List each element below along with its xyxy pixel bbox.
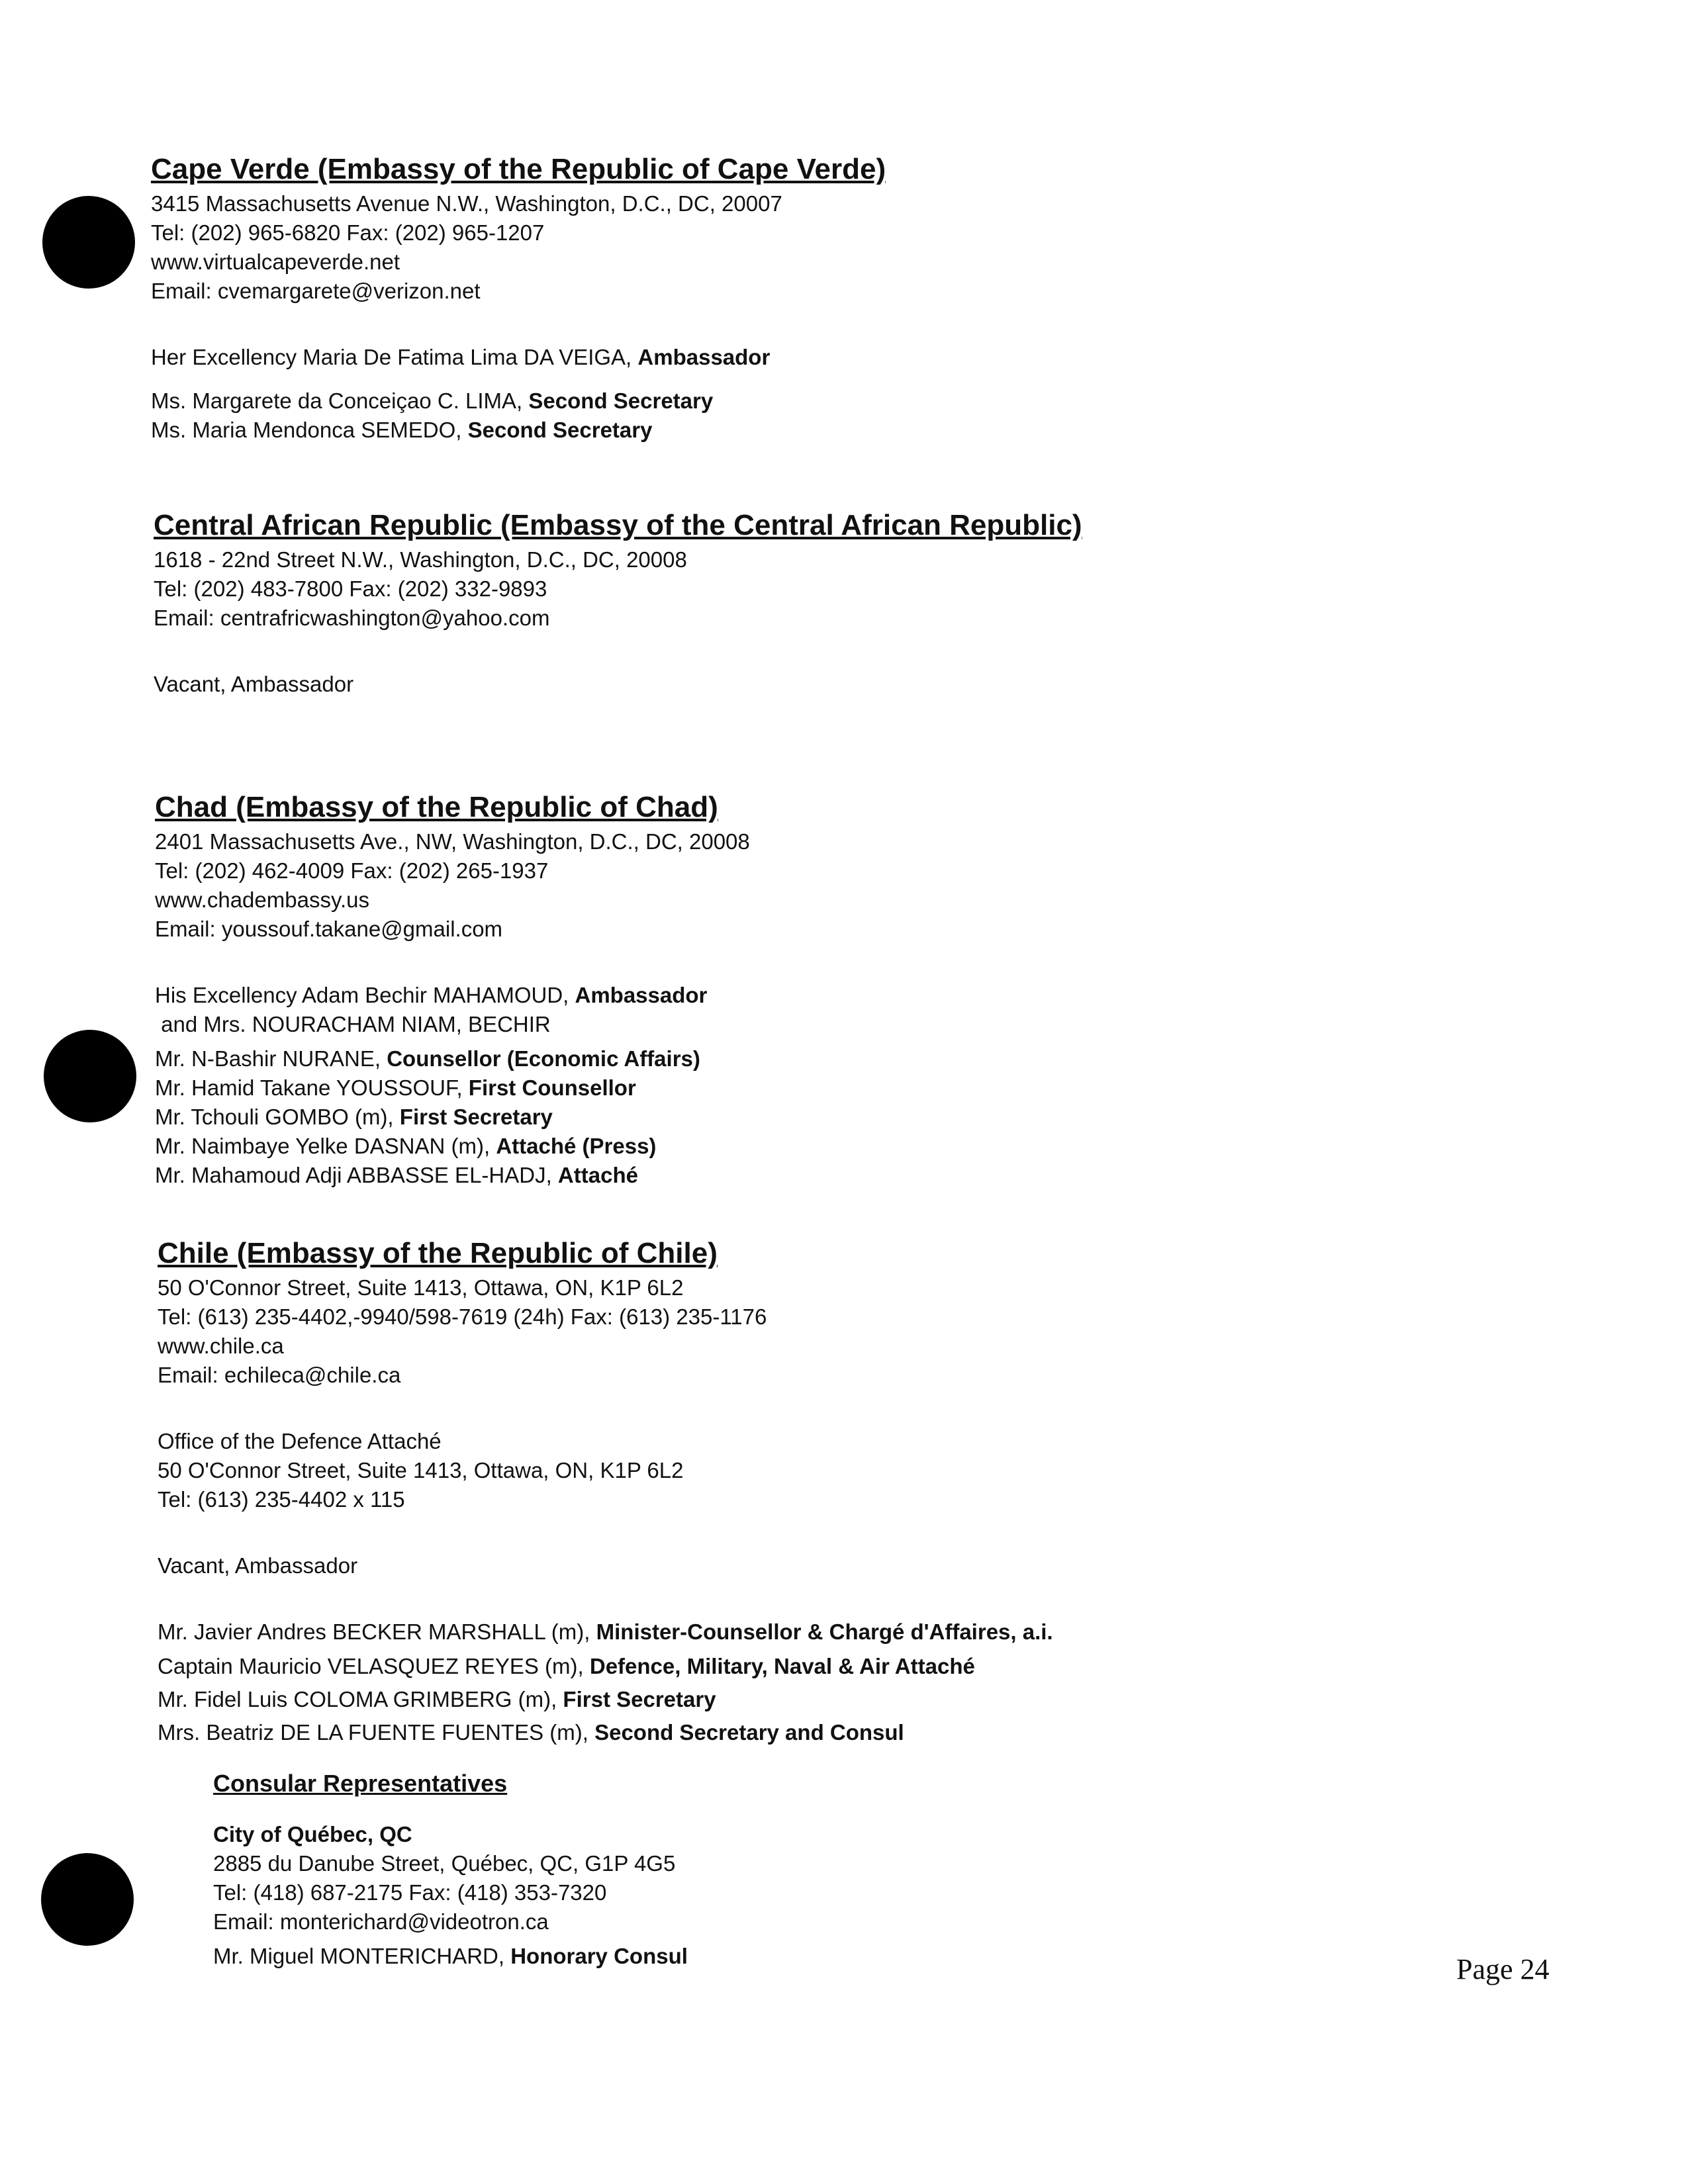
defence-office-phone: Tel: (613) 235-4402 x 115	[158, 1487, 405, 1512]
entry-phone: Tel: (613) 235-4402,-9940/598-7619 (24h) Fax: (613) 235-1176	[158, 1304, 767, 1329]
entry-cape-verde	[151, 150, 1409, 445]
person-row: Mr. Naimbaye Yelke DASNAN (m), Attaché (Press)	[155, 1134, 657, 1158]
entry-heading: Central African Republic (Embassy of the Central African Republic)	[154, 509, 1082, 541]
person-row: Mr. N-Bashir NURANE, Counsellor (Economic Affairs)	[155, 1046, 700, 1071]
entry-email: Email: cvemargarete@verizon.net	[151, 279, 481, 303]
entry-website: www.chadembassy.us	[155, 887, 370, 912]
person-row: Mr. Tchouli GOMBO (m), First Secretary	[155, 1105, 553, 1129]
entry-chad	[155, 788, 1413, 1190]
person-row: Mr. Mahamoud Adji ABBASSE EL-HADJ, Attaché	[155, 1163, 638, 1187]
punch-hole-middle	[44, 1030, 136, 1122]
defence-office-title: Office of the Defence Attaché	[158, 1429, 442, 1453]
entry-heading: Cape Verde (Embassy of the Republic of Cape Verde)	[151, 153, 886, 185]
person-row: and Mrs. NOURACHAM NIAM, BECHIR	[155, 1012, 551, 1036]
person-row: Mr. Javier Andres BECKER MARSHALL (m), Minister-Counsellor & Chargé d'Affaires, a.i.	[158, 1619, 1053, 1644]
entry-email: Email: centrafricwashington@yahoo.com	[154, 606, 550, 630]
entry-website: www.chile.ca	[158, 1334, 284, 1358]
person-row: His Excellency Adam Bechir MAHAMOUD, Ambassador	[155, 983, 708, 1007]
punch-hole-top	[42, 196, 135, 289]
entry-phone: Tel: (202) 965-6820 Fax: (202) 965-1207	[151, 220, 545, 245]
entry-website: www.virtualcapeverde.net	[151, 250, 400, 274]
entry-central-african-republic	[154, 506, 1411, 699]
person-row: Mr. Miguel MONTERICHARD, Honorary Consul	[213, 1944, 688, 1968]
person-row: Mr. Hamid Takane YOUSSOUF, First Counsellor	[155, 1075, 636, 1100]
punch-hole-bottom	[41, 1853, 134, 1946]
entry-address: 1618 - 22nd Street N.W., Washington, D.C., DC, 20008	[154, 547, 687, 572]
person-row: Ms. Margarete da Conceiçao C. LIMA, Second Secretary	[151, 388, 714, 413]
consular-section	[213, 1767, 1471, 1971]
person-row: Mrs. Beatriz DE LA FUENTE FUENTES (m), Second Secretary and Consul	[158, 1720, 904, 1745]
person-row: Mr. Fidel Luis COLOMA GRIMBERG (m), First Secretary	[158, 1687, 716, 1711]
consular-phone: Tel: (418) 687-2175 Fax: (418) 353-7320	[213, 1880, 607, 1905]
person-row: Captain Mauricio VELASQUEZ REYES (m), Defence, Military, Naval & Air Attaché	[158, 1654, 975, 1678]
person-row: Vacant, Ambassador	[154, 672, 354, 696]
consular-email: Email: monterichard@videotron.ca	[213, 1909, 549, 1934]
person-row: Her Excellency Maria De Fatima Lima DA VEIGA, Ambassador	[151, 345, 771, 369]
person-row: Ms. Maria Mendonca SEMEDO, Second Secretary	[151, 418, 653, 442]
entry-address: 2401 Massachusetts Ave., NW, Washington, D.C., DC, 20008	[155, 829, 750, 854]
consular-heading: Consular Representatives	[213, 1770, 508, 1797]
page-number: Page 24	[1456, 1953, 1550, 1985]
entry-address: 50 O'Connor Street, Suite 1413, Ottawa, ON, K1P 6L2	[158, 1275, 684, 1300]
entry-address: 3415 Massachusetts Avenue N.W., Washington, D.C., DC, 20007	[151, 191, 782, 216]
person-row: Vacant, Ambassador	[158, 1553, 358, 1578]
entry-email: Email: youssouf.takane@gmail.com	[155, 917, 503, 941]
defence-office-address: 50 O'Connor Street, Suite 1413, Ottawa, ON, K1P 6L2	[158, 1458, 684, 1482]
entry-phone: Tel: (202) 483-7800 Fax: (202) 332-9893	[154, 576, 547, 601]
entry-chile	[158, 1234, 1415, 1747]
entry-phone: Tel: (202) 462-4009 Fax: (202) 265-1937	[155, 858, 549, 883]
entry-heading: Chile (Embassy of the Republic of Chile)	[158, 1237, 718, 1269]
entry-email: Email: echileca@chile.ca	[158, 1363, 401, 1387]
consular-city: City of Québec, QC	[213, 1822, 412, 1846]
consular-address: 2885 du Danube Street, Québec, QC, G1P 4G5	[213, 1851, 676, 1876]
entry-heading: Chad (Embassy of the Republic of Chad)	[155, 791, 718, 823]
